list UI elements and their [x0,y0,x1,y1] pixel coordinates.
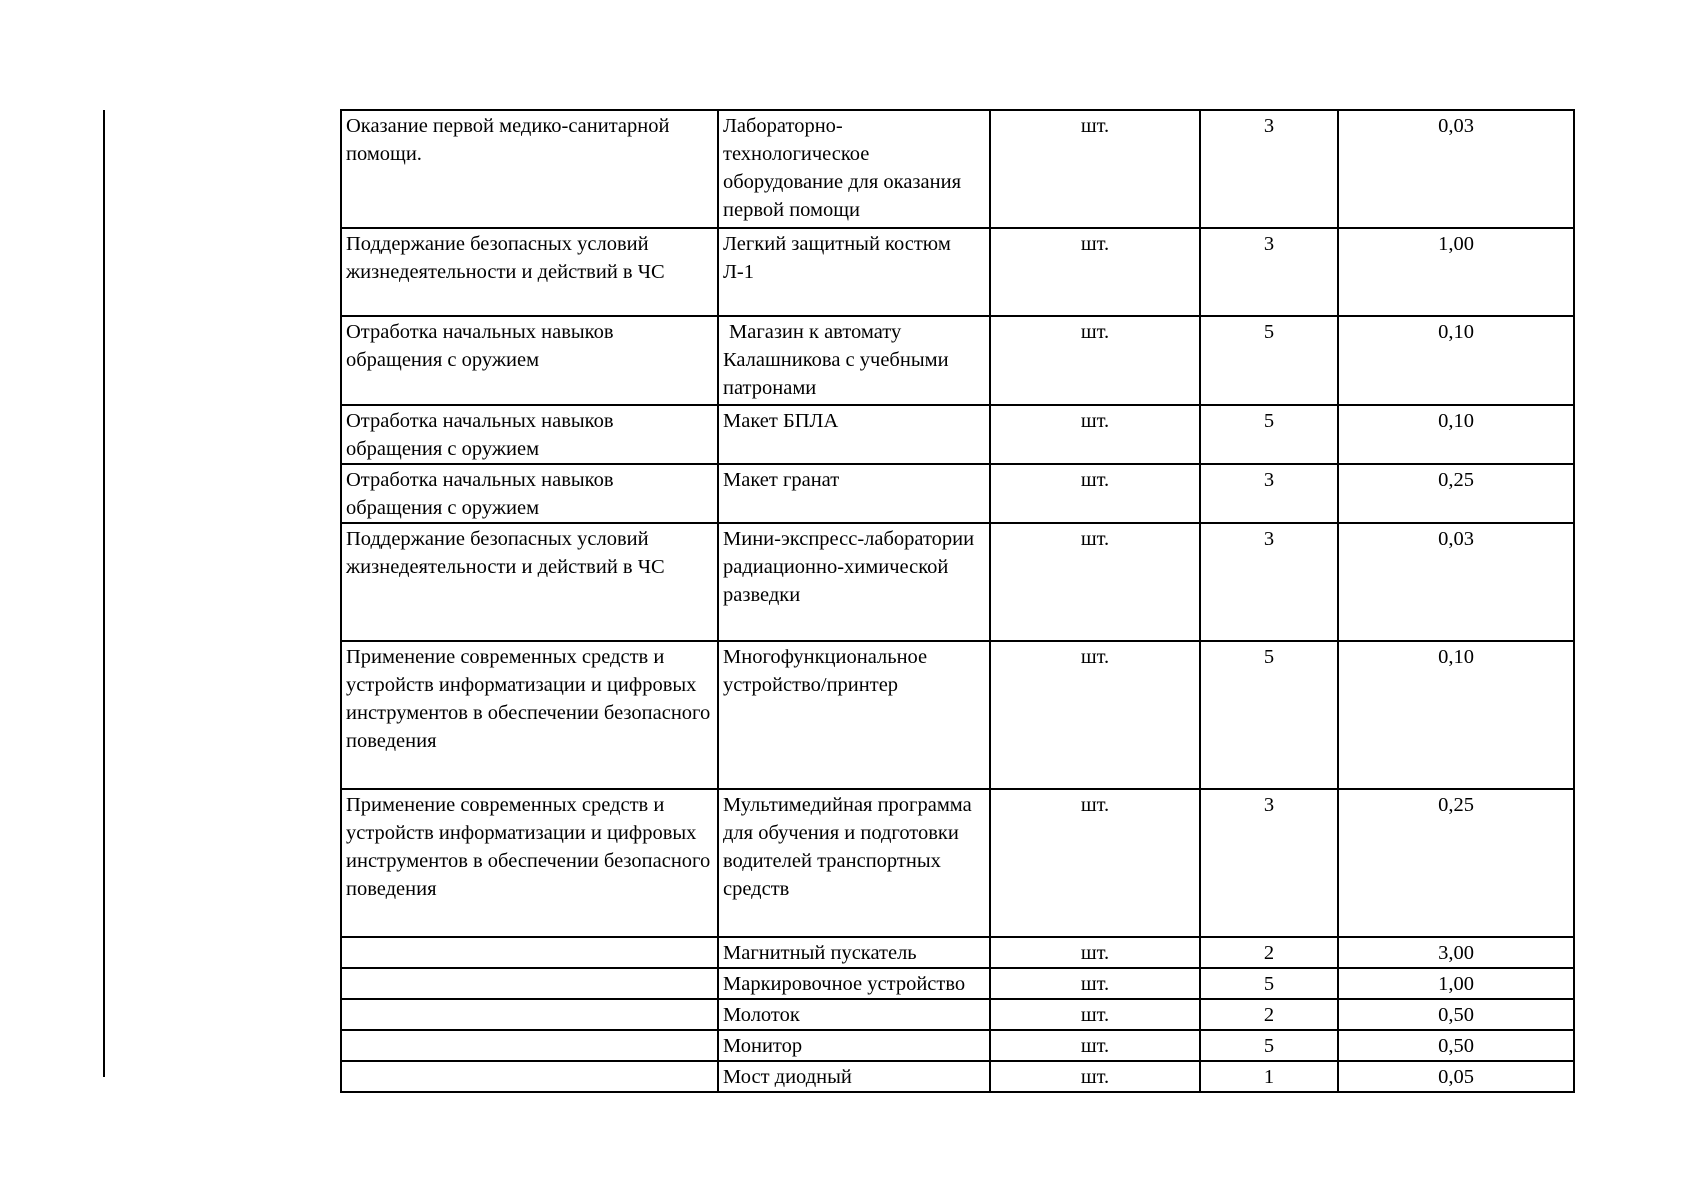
item-cell: Мультимедийная программа для обучения и подготовки водителей транспортных средств [718,789,990,937]
value-cell: 0,50 [1338,1030,1574,1061]
quantity-cell: 1 [1200,1061,1338,1092]
table-row [341,968,1574,999]
quantity-cell: 5 [1200,316,1338,405]
item-cell: Макет гранат [718,464,990,523]
value-cell: 0,10 [1338,405,1574,464]
purpose-cell [341,999,718,1030]
table-row [341,1030,1574,1061]
item-cell: Мост диодный [718,1061,990,1092]
item-cell: Многофункциональное устройство/принтер [718,641,990,789]
value-cell: 0,50 [1338,999,1574,1030]
item-cell [718,316,990,405]
quantity-cell: 3 [1200,228,1338,316]
purpose-cell: Применение современных средств и устройств информатизации и цифровых инструментов в обеспечении безопасного поведения [341,789,718,937]
value-cell: 0,03 [1338,110,1574,228]
quantity-cell: 3 [1200,523,1338,641]
quantity-cell: 2 [1200,937,1338,968]
value-cell: 1,00 [1338,968,1574,999]
unit-cell: шт. [990,937,1200,968]
item-cell: Макет БПЛА [718,405,990,464]
table-row [341,228,1574,316]
purpose-cell: Отработка начальных навыков обращения с оружием [341,405,718,464]
quantity-cell: 3 [1200,464,1338,523]
table-row [341,999,1574,1030]
purpose-cell: Отработка начальных навыков обращения с оружием [341,464,718,523]
quantity-cell: 5 [1200,405,1338,464]
unit-cell: шт. [990,405,1200,464]
unit-cell: шт. [990,1061,1200,1092]
purpose-cell [341,937,718,968]
table-row [341,110,1574,228]
purpose-cell [341,968,718,999]
purpose-cell [341,1061,718,1092]
value-cell: 0,10 [1338,641,1574,789]
table-row [341,523,1574,641]
purpose-cell: Оказание первой медико-санитарной помощи. [341,110,718,228]
quantity-cell: 5 [1200,968,1338,999]
unit-cell: шт. [990,523,1200,641]
unit-cell: шт. [990,789,1200,937]
quantity-cell: 3 [1200,110,1338,228]
table-row [341,316,1574,405]
item-cell: Монитор [718,1030,990,1061]
value-cell: 0,25 [1338,789,1574,937]
unit-cell: шт. [990,464,1200,523]
value-cell: 0,25 [1338,464,1574,523]
quantity-cell: 3 [1200,789,1338,937]
purpose-cell: Отработка начальных навыков обращения с оружием [341,316,718,405]
purpose-cell: Поддержание безопасных условий жизнедеятельности и действий в ЧС [341,523,718,641]
table-row [341,405,1574,464]
purpose-cell: Поддержание безопасных условий жизнедеятельности и действий в ЧС [341,228,718,316]
unit-cell: шт. [990,110,1200,228]
value-cell: 3,00 [1338,937,1574,968]
item-text: Магазин к автомату Калашникова с учебными патронами [723,321,949,399]
quantity-cell: 2 [1200,999,1338,1030]
item-cell: Лабораторно-технологическое оборудование для оказания первой помощи [718,110,990,228]
item-cell: Маркировочное устройство [718,968,990,999]
purpose-cell [341,1030,718,1061]
item-cell: Магнитный пускатель [718,937,990,968]
quantity-cell: 5 [1200,1030,1338,1061]
table-row [341,789,1574,937]
equipment-table [340,109,1575,1093]
table-row [341,464,1574,523]
item-cell: Мини-экспресс-лаборатории радиационно-химической разведки [718,523,990,641]
item-cell: Легкий защитный костюм Л-1 [718,228,990,316]
table-row [341,937,1574,968]
value-cell: 1,00 [1338,228,1574,316]
value-cell: 0,05 [1338,1061,1574,1092]
unit-cell: шт. [990,641,1200,789]
unit-cell: шт. [990,968,1200,999]
unit-cell: шт. [990,316,1200,405]
quantity-cell: 5 [1200,641,1338,789]
margin-rule [103,110,105,1077]
value-cell: 0,10 [1338,316,1574,405]
unit-cell: шт. [990,228,1200,316]
purpose-cell: Применение современных средств и устройств информатизации и цифровых инструментов в обеспечении безопасного поведения [341,641,718,789]
value-cell: 0,03 [1338,523,1574,641]
item-cell: Молоток [718,999,990,1030]
table-row [341,1061,1574,1092]
table-row [341,641,1574,789]
unit-cell: шт. [990,1030,1200,1061]
unit-cell: шт. [990,999,1200,1030]
